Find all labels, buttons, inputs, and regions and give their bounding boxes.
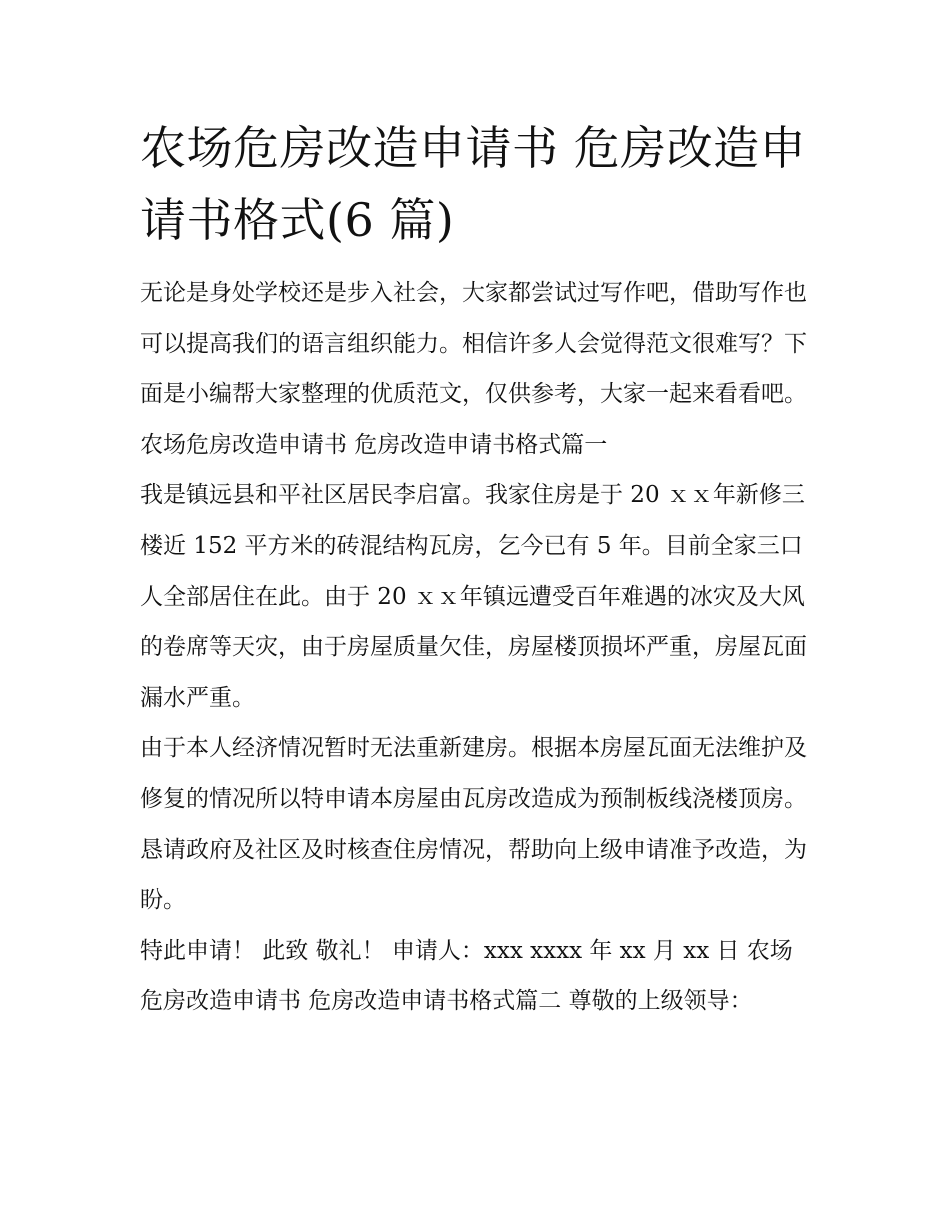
- section-heading-1: 农场危房改造申请书 危房改造申请书格式篇一: [140, 431, 608, 458]
- paragraph-intro: 无论是身处学校还是步入社会，大家都尝试过写作吧，借助写作也可以提高我们的语言组织能力。相信许多人会觉得范文很难写？下面是小编帮大家整理的优质范文，仅供参考，大家一起来看看吧。: [140, 280, 807, 408]
- document-body: [140, 112, 812, 1027]
- paragraph-request: 由于本人经济情况暂时无法重新建房。根据本房屋瓦面无法维护及修复的情况所以特申请本房屋由瓦房改造成为预制板线浇楼顶房。恳请政府及社区及时核查住房情况，帮助向上级申请准予改造，为盼。: [140, 735, 807, 914]
- paragraph-closing: 特此申请！ 此致 敬礼！ 申请人：xxx xxxx 年 xx 月 xx 日 农场危房改造申请书 危房改造申请书格式篇二 尊敬的上级领导：: [140, 937, 793, 1015]
- document-title: 农场危房改造申请书 危房改造申请书格式(6 篇): [140, 121, 807, 247]
- paragraph-situation: 我是镇远县和平社区居民李启富。我家住房是于 20 ｘｘ年新修三楼近 152 平方米的砖混结构瓦房，乞今已有 5 年。目前全家三口人全部居住在此。由于 20 ｘｘ年镇远遭受百年难遇的冰灾及大风的卷席等天灾，由于房屋质量欠佳，房屋楼顶损坏严重，房屋瓦面漏水严重。: [140, 482, 807, 711]
